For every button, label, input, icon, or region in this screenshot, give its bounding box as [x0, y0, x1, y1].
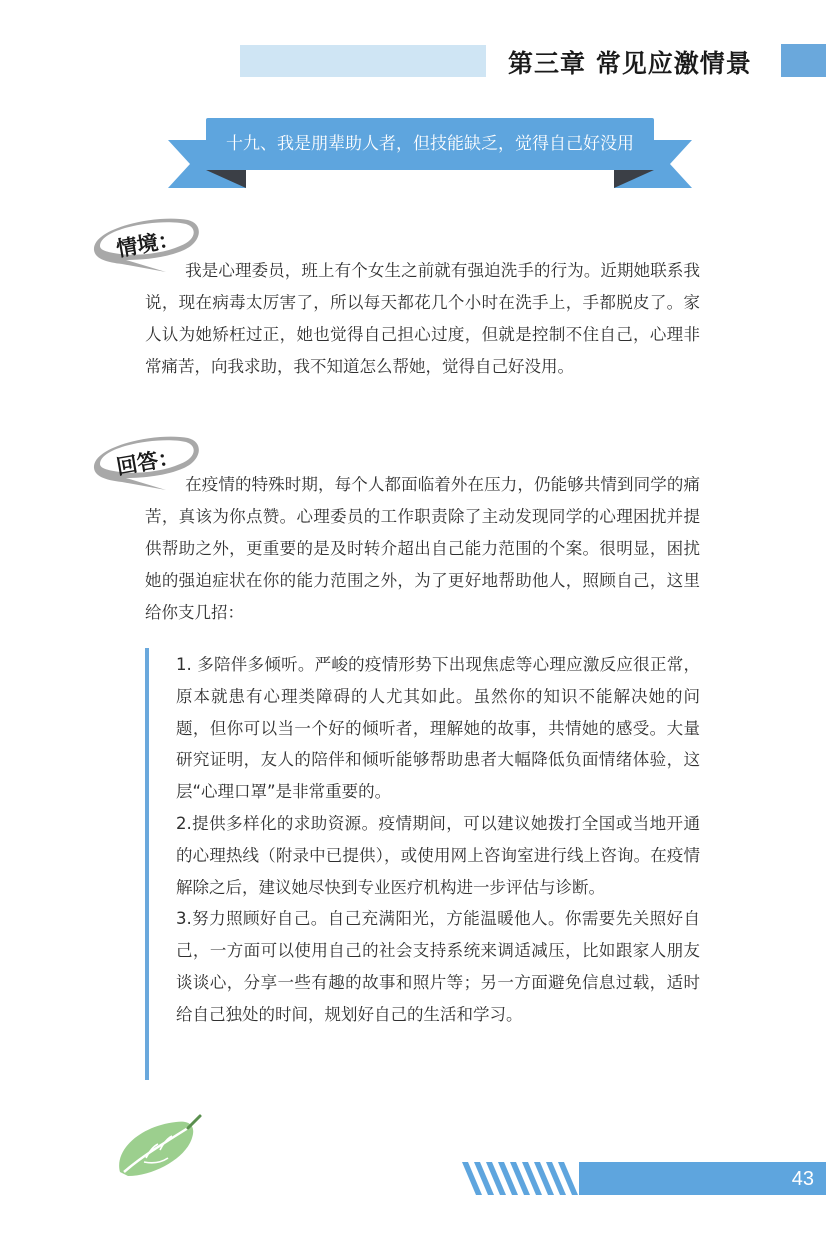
leaf-icon: [110, 1112, 210, 1182]
section-ribbon: [168, 118, 692, 193]
answer-label: 回答：: [114, 444, 181, 480]
quote-rule: [145, 648, 149, 1080]
scenario-paragraph: [145, 255, 700, 383]
scenario-text: 我是心理委员，班上有个女生之前就有强迫洗手的行为。近期她联系我说，现在病毒太厉害了，所以每天都花几个小时在洗手上，手都脱皮了。家人认为她矫枉过正，她也觉得自己担心过度，但就是控制不住自己，心理非常痛苦，向我求助，我不知道怎么帮她，觉得自己好没用。: [145, 261, 700, 376]
section-title: 十九、我是朋辈助人者，但技能缺乏，觉得自己好没用: [226, 134, 634, 154]
scenario-label: 情境：: [114, 226, 181, 262]
tip-item: 2.提供多样化的求助资源。疫情期间，可以建议她拨打全国或当地开通的心理热线（附录中已提供），或使用网上咨询室进行线上咨询。在疫情解除之后，建议她尽快到专业医疗机构进一步评估与诊断。: [176, 813, 700, 897]
footer-stripes: [462, 1162, 592, 1195]
header-accent-bar: [240, 45, 486, 77]
chapter-title: 第三章 常见应激情景: [508, 49, 752, 78]
answer-text: 在疫情的特殊时期，每个人都面临着外在压力，仍能够共情到同学的痛苦，真该为你点赞。心理委员的工作职责除了主动发现同学的心理困扰并提供帮助之外，更重要的是及时转介超出自己能力范围的个案。很明显，困扰她的强迫症状在你的能力范围之外，为了更好地帮助他人，照顾自己，这里给你支几招：: [145, 475, 700, 622]
page-number: 43: [791, 1168, 814, 1190]
tip-item: 3.努力照顾好自己。自己充满阳光，方能温暖他人。你需要先关照好自己，一方面可以使用自己的社会支持系统来调适减压，比如跟家人朋友谈谈心，分享一些有趣的故事和照片等；另一方面避免信息过载，适时给自己独处的时间，规划好自己的生活和学习。: [176, 909, 700, 1024]
ribbon-body: [206, 118, 654, 170]
tip-item: 1. 多陪伴多倾听。严峻的疫情形势下出现焦虑等心理应激反应很正常，原本就患有心理类障碍的人尤其如此。虽然你的知识不能解决她的问题，但你可以当一个好的倾听者，理解她的故事，共情她的感受。大量研究证明，友人的陪伴和倾听能够帮助患者大幅降低负面情绪体验，这层“心理口罩”是非常重要的。: [176, 655, 700, 802]
tips-list: [176, 649, 700, 1031]
answer-paragraph: [145, 469, 700, 629]
header-accent-square: [781, 44, 826, 77]
